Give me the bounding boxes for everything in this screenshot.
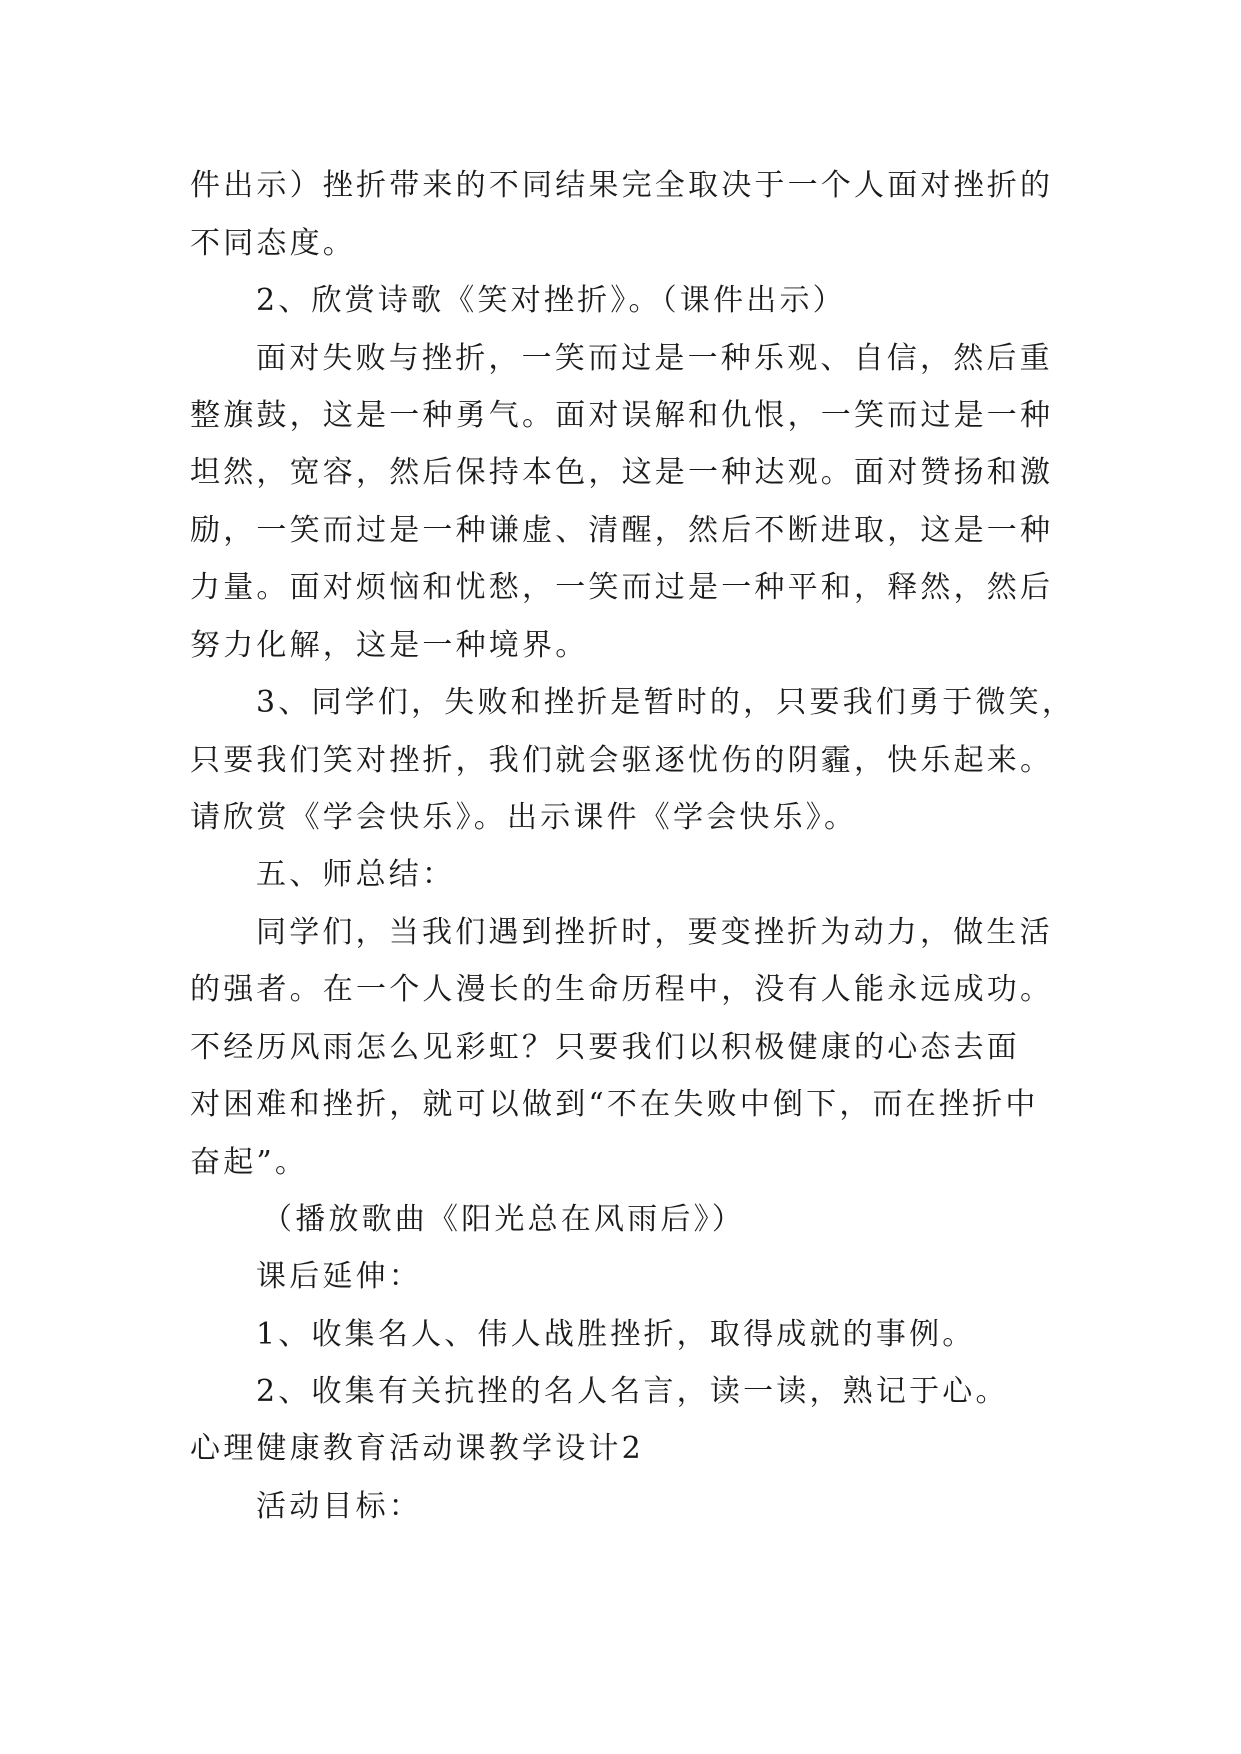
paragraph-line: 2、欣赏诗歌《笑对挫折》。（课件出示） <box>256 283 846 318</box>
list-item: 2、收集有关抗挫的名人名言，读一读，熟记于心。 <box>256 1374 1009 1409</box>
paragraph-line: （播放歌曲《阳光总在风雨后》） <box>262 1202 745 1237</box>
paragraph-line: 奋起”。 <box>190 1145 309 1180</box>
paragraph-line: 努力化解，这是一种境界。 <box>190 628 589 663</box>
paragraph-line: 件出示）挫折带来的不同结果完全取决于一个人面对挫折的 <box>190 168 1054 203</box>
list-item: 1、收集名人、伟人战胜挫折，取得成就的事例。 <box>256 1317 976 1352</box>
section-heading: 课后延伸： <box>256 1259 422 1294</box>
paragraph-line: 整旗鼓，这是一种勇气。面对误解和仇恨，一笑而过是一种 <box>190 398 1054 433</box>
paragraph-line: 坦然，宽容，然后保持本色，这是一种达观。面对赞扬和激 <box>190 455 1054 490</box>
document-title: 心理健康教育活动课教学设计2 <box>190 1431 644 1466</box>
paragraph-line: 3、同学们，失败和挫折是暂时的，只要我们勇于微笑， <box>256 685 1076 720</box>
paragraph-line: 励，一笑而过是一种谦虚、清醒，然后不断进取，这是一种 <box>190 513 1054 548</box>
paragraph-line: 的强者。在一个人漫长的生命历程中，没有人能永远成功。 <box>190 972 1054 1007</box>
paragraph-line: 面对失败与挫折，一笑而过是一种乐观、自信，然后重 <box>256 341 1053 376</box>
paragraph-line: 同学们，当我们遇到挫折时，要变挫折为动力，做生活 <box>256 915 1053 950</box>
paragraph-line: 力量。面对烦恼和忧愁，一笑而过是一种平和，释然，然后 <box>190 570 1054 605</box>
section-heading: 五、师总结： <box>256 857 456 892</box>
paragraph-line: 请欣赏《学会快乐》。出示课件《学会快乐》。 <box>190 800 858 835</box>
section-heading: 活动目标： <box>256 1489 422 1524</box>
paragraph-line: 不同态度。 <box>190 226 356 261</box>
paragraph-line: 对困难和挫折，就可以做到“不在失败中倒下，而在挫折中 <box>190 1087 1039 1122</box>
paragraph-line: 只要我们笑对挫折，我们就会驱逐忧伤的阴霾，快乐起来。 <box>190 743 1054 778</box>
paragraph-line: 不经历风雨怎么见彩虹？只要我们以积极健康的心态去面 <box>190 1030 1020 1065</box>
